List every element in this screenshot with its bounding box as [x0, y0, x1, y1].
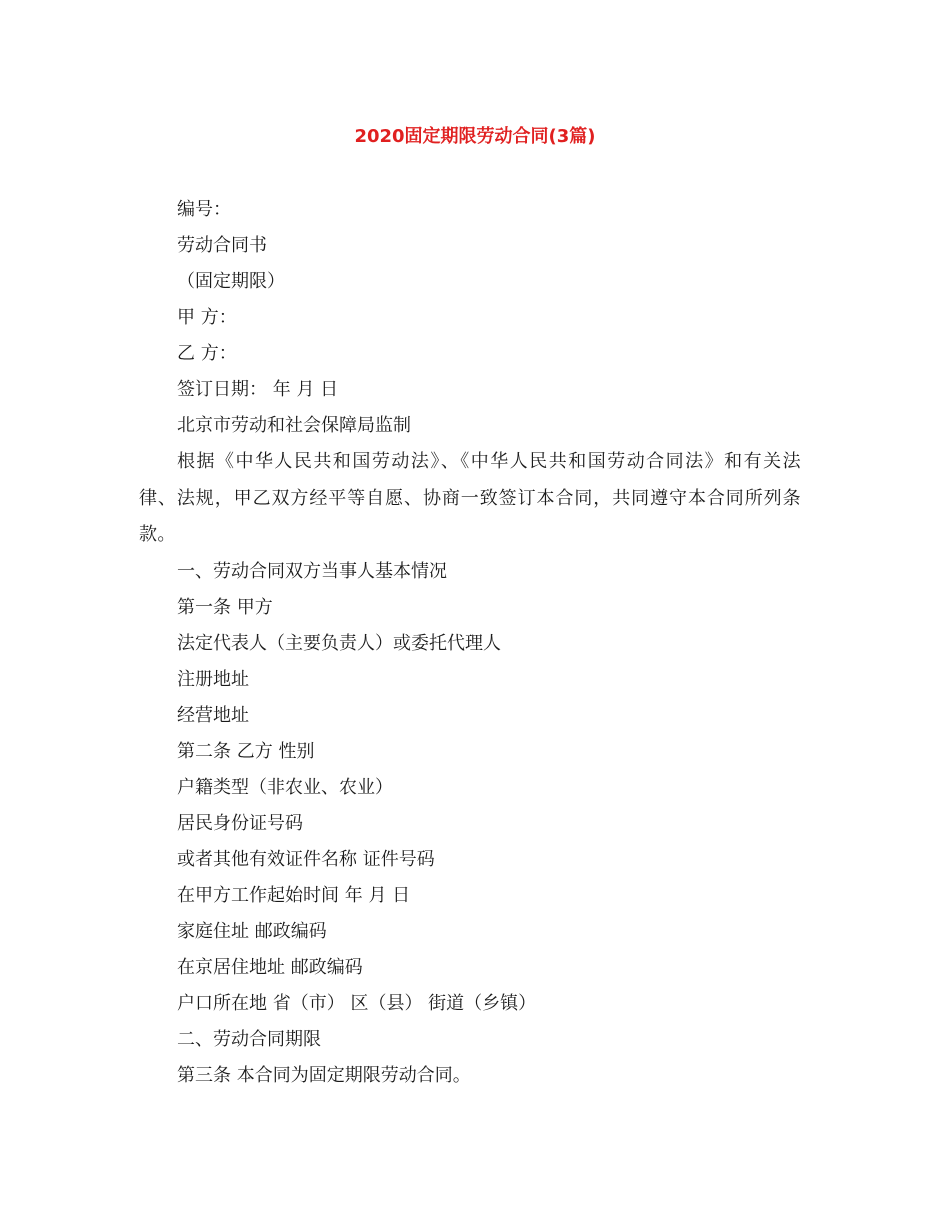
- preamble-paragraph: 根据《中华人民共和国劳动法》、《中华人民共和国劳动合同法》和有关法律、法规，甲乙双方经平等自愿、协商一致签订本合同，共同遵守本合同所列条款。: [139, 451, 801, 545]
- beijing-address-line: 在京居住地址 邮政编码: [177, 956, 363, 978]
- section-1-heading: 一、劳动合同双方当事人基本情况: [177, 560, 447, 582]
- party-a-line: 甲 方：: [177, 307, 237, 328]
- legal-representative-line: 法定代表人（主要负责人）或委托代理人: [177, 632, 501, 654]
- article-2: 第二条 乙方 性别: [177, 740, 315, 762]
- document-title: 2020固定期限劳动合同(3篇): [354, 126, 596, 147]
- other-id-line: 或者其他有效证件名称 证件号码: [177, 848, 435, 870]
- household-type-line: 户籍类型（非农业、农业）: [177, 776, 393, 798]
- section-2-heading: 二、劳动合同期限: [177, 1028, 321, 1050]
- article-3: 第三条 本合同为固定期限劳动合同。: [177, 1064, 471, 1086]
- contract-heading: 劳动合同书: [177, 235, 267, 256]
- start-date-line: 在甲方工作起始时间 年 月 日: [177, 884, 411, 906]
- document-body: [139, 192, 801, 1094]
- business-address-line: 经营地址: [177, 704, 249, 726]
- home-address-line: 家庭住址 邮政编码: [177, 920, 327, 942]
- party-b-line: 乙 方：: [177, 343, 237, 364]
- id-number-line: 居民身份证号码: [177, 812, 303, 834]
- supervisor-line: 北京市劳动和社会保障局监制: [177, 415, 411, 436]
- contract-number-line: 编号：: [177, 199, 231, 220]
- hukou-location-line: 户口所在地 省（市） 区（县） 街道（乡镇）: [177, 992, 537, 1014]
- contract-type: （固定期限）: [177, 271, 285, 292]
- signing-date-line: 签订日期： 年 月 日: [177, 379, 339, 400]
- registered-address-line: 注册地址: [177, 668, 249, 690]
- article-1: 第一条 甲方: [177, 596, 273, 618]
